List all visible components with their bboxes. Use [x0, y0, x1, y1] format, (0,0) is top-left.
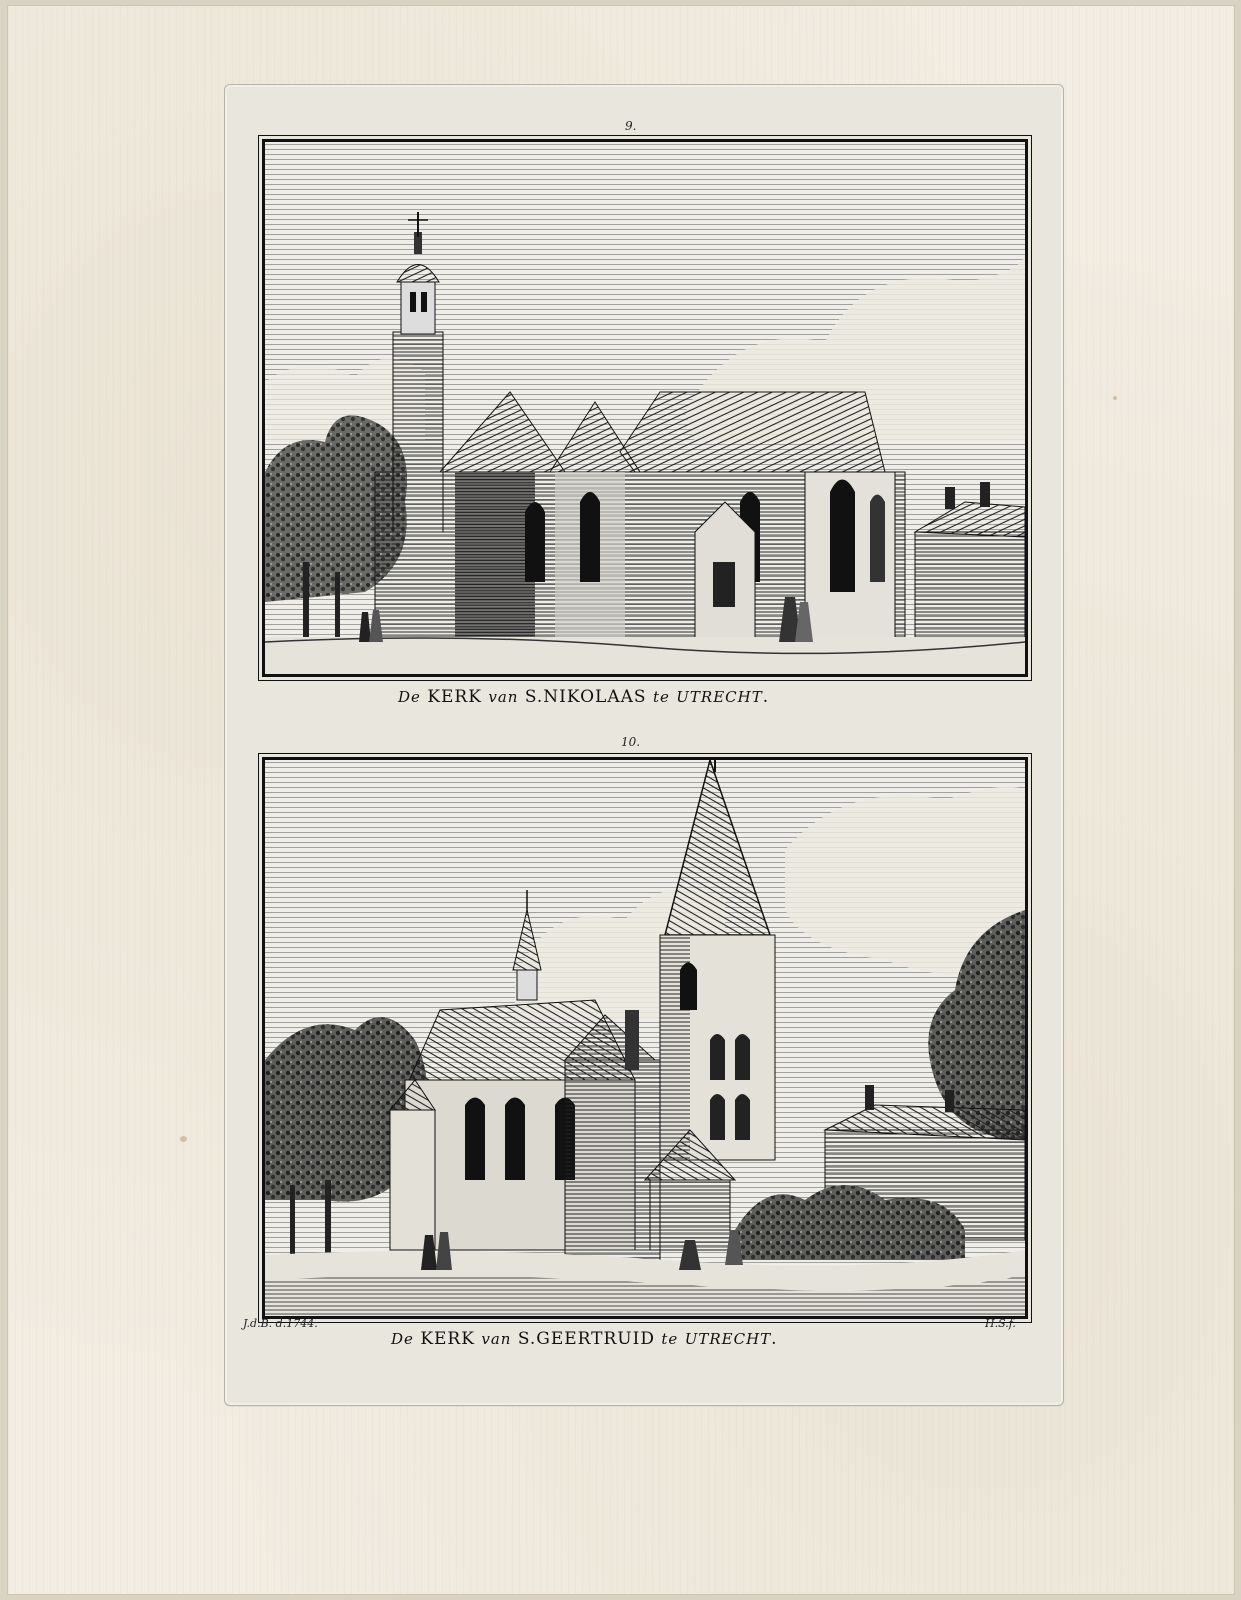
- caption-van: van: [488, 688, 519, 706]
- caption-word-kerk: KERK: [427, 687, 482, 707]
- caption-van: van: [481, 1330, 512, 1348]
- caption-end: .: [771, 1329, 778, 1349]
- foxing-spot: [180, 1136, 187, 1142]
- engraving-nikolaas: [262, 139, 1028, 677]
- credit-engraver: H.S.f.: [985, 1317, 1016, 1330]
- foxing-spot: [1113, 396, 1117, 400]
- nikolaas-illustration: [265, 142, 1025, 674]
- caption-subject: S.NIKOLAAS: [524, 687, 647, 707]
- printing-plate: [224, 84, 1064, 1406]
- caption-prefix: De: [391, 1330, 414, 1348]
- caption-end: .: [762, 687, 770, 707]
- geertruid-illustration: [265, 760, 1025, 1316]
- caption-city: UTRECHT: [676, 688, 763, 706]
- credit-draughtsman: J.d.B. d.1744.: [243, 1317, 318, 1330]
- caption-te: te: [661, 1330, 679, 1348]
- engraving-geertruid: [262, 757, 1028, 1319]
- plate-number-bottom: 10.: [621, 735, 641, 749]
- caption-word-kerk: KERK: [420, 1329, 475, 1349]
- plate-number-top: 9.: [625, 119, 637, 133]
- caption-subject: S.GEERTRUID: [517, 1329, 655, 1349]
- caption-city: UTRECHT: [684, 1330, 772, 1348]
- caption-nikolaas: [398, 687, 769, 707]
- caption-prefix: De: [398, 688, 421, 706]
- caption-geertruid: [391, 1329, 778, 1349]
- caption-te: te: [652, 688, 670, 706]
